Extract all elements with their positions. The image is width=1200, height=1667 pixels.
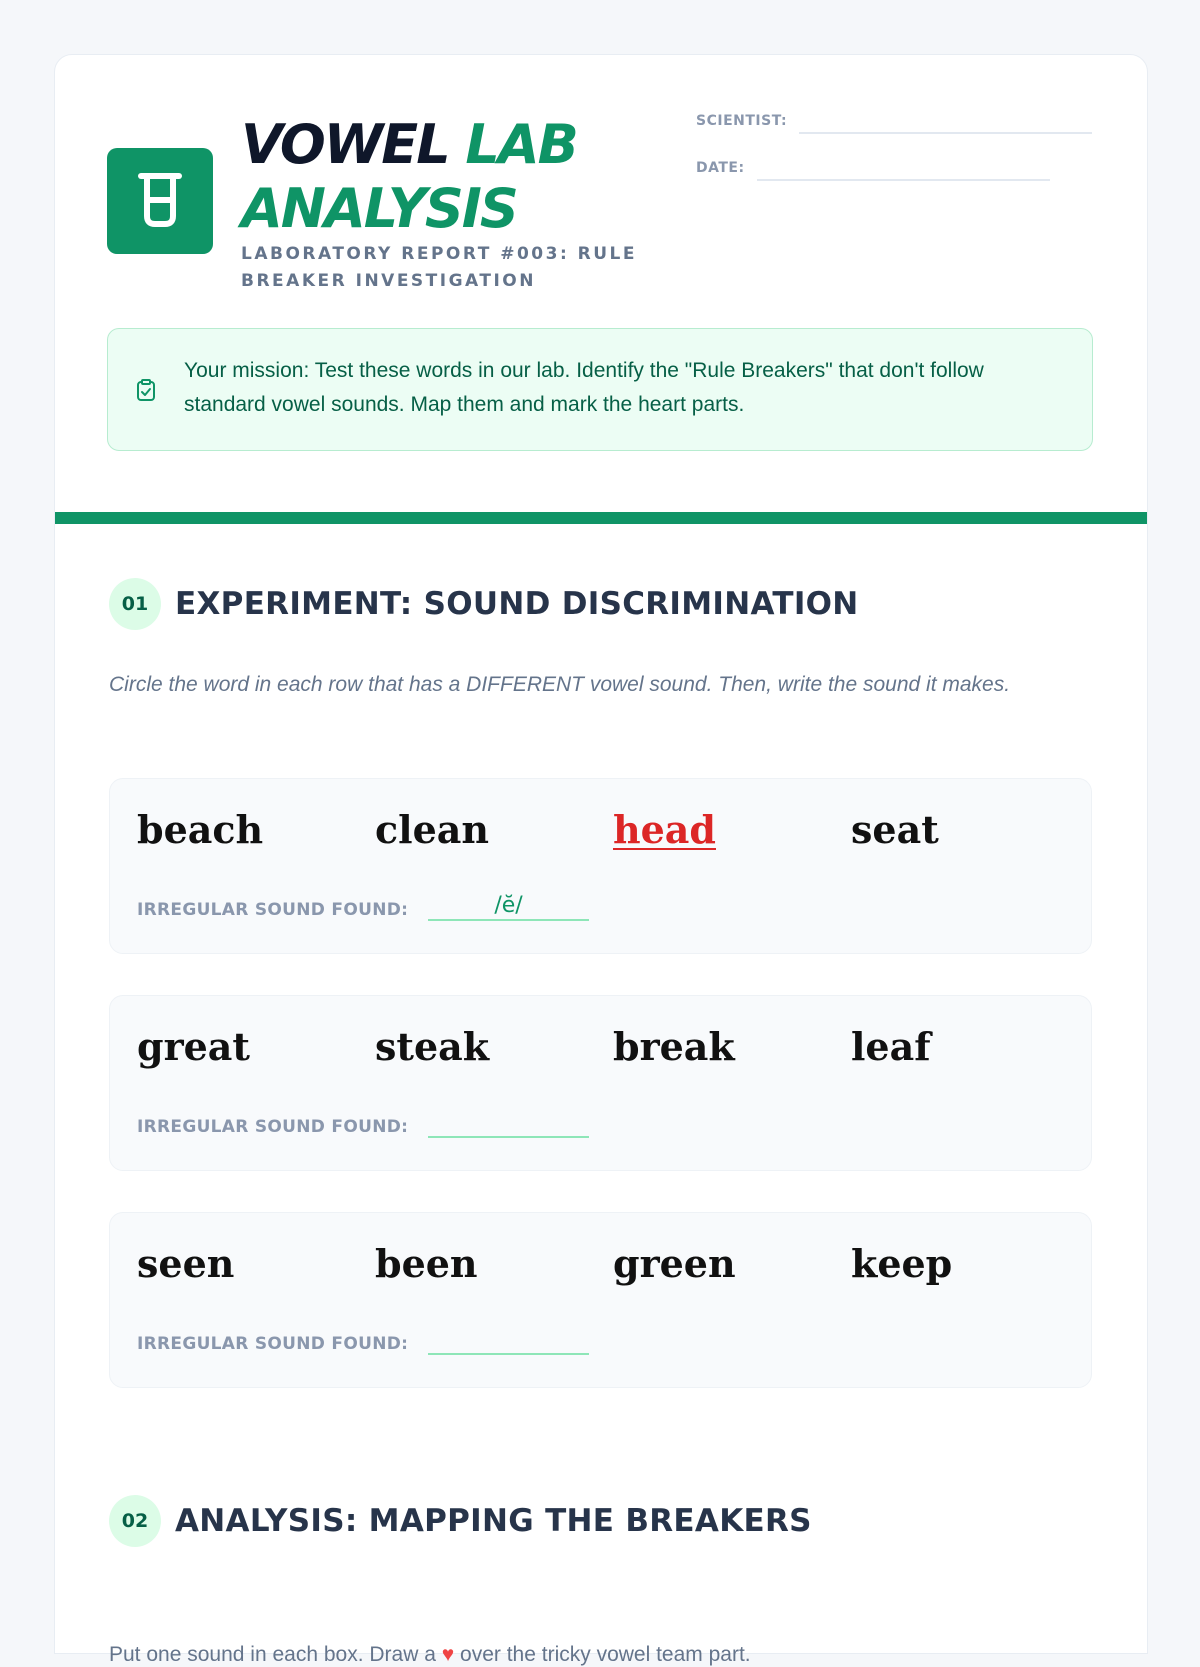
section-2-instructions [109, 1643, 751, 1667]
title-part-vowel: VOWEL [241, 113, 466, 176]
worksheet-header [55, 55, 1147, 513]
word-option[interactable]: great [137, 1024, 250, 1069]
word-option[interactable]: steak [375, 1024, 490, 1069]
date-field [696, 160, 1050, 176]
section-2-heading [109, 1495, 812, 1547]
heart-icon: ♥ [441, 1643, 455, 1666]
title-part-analysis: ANALYSIS [241, 177, 517, 240]
section-1-title: EXPERIMENT: SOUND DISCRIMINATION [175, 586, 859, 622]
word-row [109, 778, 1092, 954]
word-option[interactable]: beach [137, 807, 264, 852]
word-option[interactable]: clean [375, 807, 489, 852]
date-input-line[interactable] [757, 179, 1050, 181]
irregular-sound-answer[interactable]: /ĕ/ [428, 893, 589, 921]
page-title [241, 113, 661, 241]
word-option[interactable]: green [613, 1241, 736, 1286]
scientist-input-line[interactable] [799, 132, 1092, 134]
section-2-badge: 02 [109, 1495, 161, 1547]
worksheet-card [54, 54, 1148, 1666]
date-label: DATE: [696, 160, 745, 176]
scientist-label: SCIENTIST: [696, 113, 788, 129]
word-option[interactable]: break [613, 1024, 735, 1069]
title-part-lab: LAB [465, 113, 577, 176]
section-1-heading [109, 578, 859, 630]
section-2-instructions-end: over the tricky vowel team part. [454, 1643, 751, 1666]
word-option[interactable]: been [375, 1241, 478, 1286]
section-2-title: ANALYSIS: MAPPING THE BREAKERS [175, 1503, 812, 1539]
word-option[interactable]: seat [851, 807, 939, 852]
report-subtitle: LABORATORY REPORT #003: RULE BREAKER INVESTIGATION [241, 244, 638, 291]
word-row [109, 1212, 1092, 1388]
irregular-sound-answer[interactable] [428, 1327, 589, 1355]
word-option-rule-breaker[interactable]: head [613, 807, 716, 852]
clipboard-check-icon [136, 379, 156, 401]
word-option[interactable]: keep [851, 1241, 953, 1286]
word-row [109, 995, 1092, 1171]
scientist-field [696, 113, 1092, 129]
irregular-sound-label: IRREGULAR SOUND FOUND: [137, 1334, 409, 1354]
header-divider [55, 512, 1147, 524]
section-2-instructions-start: Put one sound in each box. Draw a [109, 1643, 442, 1666]
word-option[interactable]: leaf [851, 1024, 931, 1069]
beaker-icon [107, 148, 213, 254]
section-1-badge: 01 [109, 578, 161, 630]
mission-text: Your mission: Test these words in our lab. Identify the "Rule Breakers" that don't follow standard vowel sounds. Map them and mark the heart parts. [184, 359, 984, 416]
irregular-sound-label: IRREGULAR SOUND FOUND: [137, 1117, 409, 1137]
section-1-instructions: Circle the word in each row that has a DIFFERENT vowel sound. Then, write the sound it makes. [109, 673, 1011, 696]
mission-callout [107, 328, 1093, 451]
irregular-sound-label: IRREGULAR SOUND FOUND: [137, 900, 409, 920]
irregular-sound-answer[interactable] [428, 1110, 589, 1138]
word-option[interactable]: seen [137, 1241, 235, 1286]
